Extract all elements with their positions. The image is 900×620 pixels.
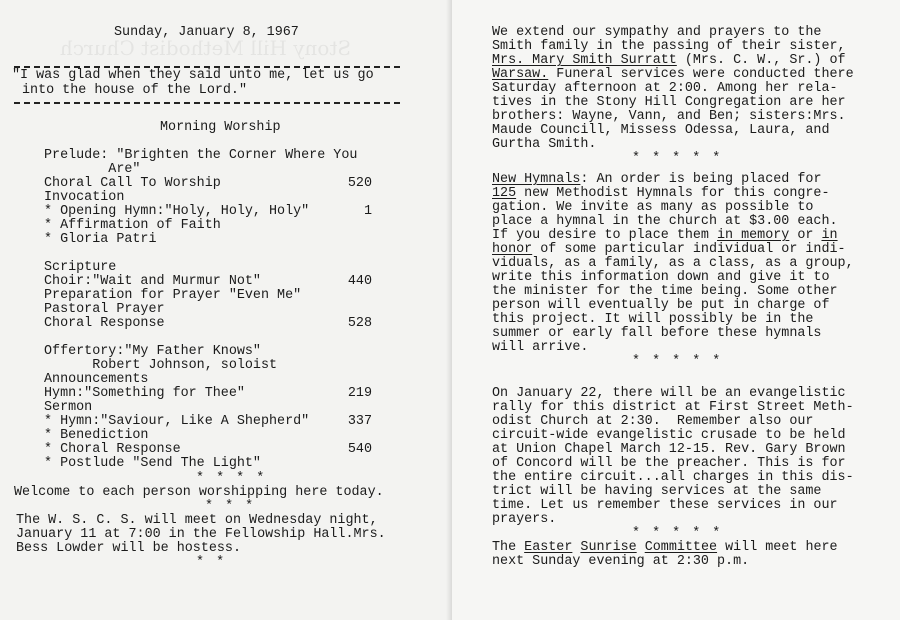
hymnals-line: will arrive. — [492, 340, 589, 355]
rally-line: On January 22, there will be an evangelistic — [492, 386, 846, 401]
order-item: Invocation — [44, 190, 125, 205]
order-item: Scripture — [44, 260, 117, 275]
rally-line: the entire circuit...all charges in this dis- — [492, 470, 854, 485]
hymnals-line: the minister for the time being. Some other — [492, 284, 838, 299]
order-item: Choral Call To Worship — [44, 176, 221, 191]
hymnals-line: this project. It will possibly be in the — [492, 312, 814, 327]
quote-line-1: "I was glad when they said unto me, let us go — [12, 68, 374, 83]
hymnals-line: place a hymnal in the church at $3.00 each. — [492, 214, 838, 229]
rally-line: prayers. — [492, 512, 557, 527]
sympathy-line: Smith family in the passing of their sister, — [492, 39, 846, 54]
star-separator: * * * * * — [632, 354, 723, 369]
order-item: Robert Johnson, soloist — [44, 358, 278, 373]
star-separator: * * * * — [196, 471, 267, 486]
sympathy-line: Maude Councill, Missess Odessa, Laura, and — [492, 123, 830, 138]
star-separator: * * * * * — [632, 151, 723, 166]
rally-line: trict will be having services at the same — [492, 484, 822, 499]
sympathy-line: Warsaw. Funeral services were conducted there — [492, 67, 854, 82]
star-separator: * * * — [205, 499, 256, 514]
order-item: Announcements — [44, 372, 149, 387]
hymnals-line: 125 new Methodist Hymnals for this congre- — [492, 186, 830, 201]
hymnals-line: viduals, as a family, as a class, as a group, — [492, 256, 854, 271]
order-item: Choral Response — [44, 316, 165, 331]
bleed-through-text: Stony Hill Methodist Church — [60, 36, 352, 60]
rally-line: odist Church at 2:30. Remember also our — [492, 414, 814, 429]
hymn-number: 540 — [347, 442, 372, 457]
hymnals-line: If you desire to place them in memory or in — [492, 228, 838, 243]
hymn-number: 337 — [347, 414, 372, 429]
hymnals-title: New Hymnals — [492, 172, 581, 187]
sympathy-line: Mrs. Mary Smith Surratt (Mrs. C. W., Sr.) of — [492, 53, 846, 68]
wscs-line-3: Bess Lowder will be hostess. — [16, 541, 241, 556]
service-date: Sunday, January 8, 1967 — [114, 25, 299, 40]
sympathy-line: Gurtha Smith. — [492, 137, 597, 152]
order-item: Prelude: "Brighten the Corner Where You — [44, 148, 358, 163]
town-name: Warsaw. — [492, 67, 549, 82]
order-item: * Benediction — [44, 428, 149, 443]
divider-bottom — [14, 102, 400, 104]
star-separator: * * * * * — [632, 526, 723, 541]
order-item: * Choral Response — [44, 442, 181, 457]
sympathy-line: brothers: Wayne, Vann, and Ben; sisters:Mrs. — [492, 109, 846, 124]
hymnals-line: honor of some particular individual or indi- — [492, 242, 846, 257]
order-item: * Hymn:"Saviour, Like A Shepherd" — [44, 414, 310, 429]
hymn-number: 1 — [363, 204, 372, 219]
order-item: Offertory:"My Father Knows" — [44, 344, 261, 359]
wscs-line-2: January 11 at 7:00 in the Fellowship Hall.Mrs. — [16, 527, 386, 542]
worship-heading: Morning Worship — [160, 120, 281, 135]
right-page — [452, 0, 900, 620]
order-item: Sermon — [44, 400, 93, 415]
deceased-name: Mrs. Mary Smith Surratt — [492, 53, 677, 68]
hymnals-line: New Hymnals: An order is being placed for — [492, 172, 822, 187]
hymnals-line: write this information down and give it to — [492, 270, 830, 285]
rally-line: circuit-wide evangelistic crusade to be held — [492, 428, 846, 443]
rally-line: at Union Chapel March 12-15. Rev. Gary Brown — [492, 442, 846, 457]
hymn-number: 520 — [347, 176, 372, 191]
sympathy-line: tives in the Stony Hill Congregation are her — [492, 95, 846, 110]
hymn-number: 219 — [347, 386, 372, 401]
sympathy-line: We extend our sympathy and prayers to the — [492, 25, 822, 40]
order-item: * Gloria Patri — [44, 232, 157, 247]
hymn-number: 440 — [347, 274, 372, 289]
hymnals-line: summer or early fall before these hymnals — [492, 326, 822, 341]
order-item: Are" — [44, 162, 141, 177]
order-item: Preparation for Prayer "Even Me" — [44, 288, 302, 303]
rally-line: time. Let us remember these services in our — [492, 498, 838, 513]
rally-line: rally for this district at First Street Meth- — [492, 400, 854, 415]
order-item: Pastoral Prayer — [44, 302, 165, 317]
hymnals-line: gation. We invite as many as possible to — [492, 200, 814, 215]
order-item: * Postlude "Send The Light" — [44, 456, 261, 471]
easter-line: next Sunday evening at 2:30 p.m. — [492, 554, 750, 569]
welcome-text: Welcome to each person worshipping here today. — [14, 485, 384, 500]
hymn-number: 528 — [347, 316, 372, 331]
order-item: Choir:"Wait and Murmur Not" — [44, 274, 261, 289]
rally-line: of Concord will be the preacher. This is for — [492, 456, 846, 471]
quote-line-2: into the house of the Lord." — [22, 83, 247, 98]
easter-line: The Easter Sunrise Committee will meet here — [492, 540, 838, 555]
order-item: * Opening Hymn:"Holy, Holy, Holy" — [44, 204, 310, 219]
order-item: Hymn:"Something for Thee" — [44, 386, 245, 401]
sympathy-line: Saturday afternoon at 2:00. Among her rela- — [492, 81, 838, 96]
hymnals-line: person will eventually be put in charge of — [492, 298, 830, 313]
order-item: * Affirmation of Faith — [44, 218, 221, 233]
star-separator: * * — [196, 555, 227, 570]
wscs-line-1: The W. S. C. S. will meet on Wednesday night, — [16, 513, 378, 528]
